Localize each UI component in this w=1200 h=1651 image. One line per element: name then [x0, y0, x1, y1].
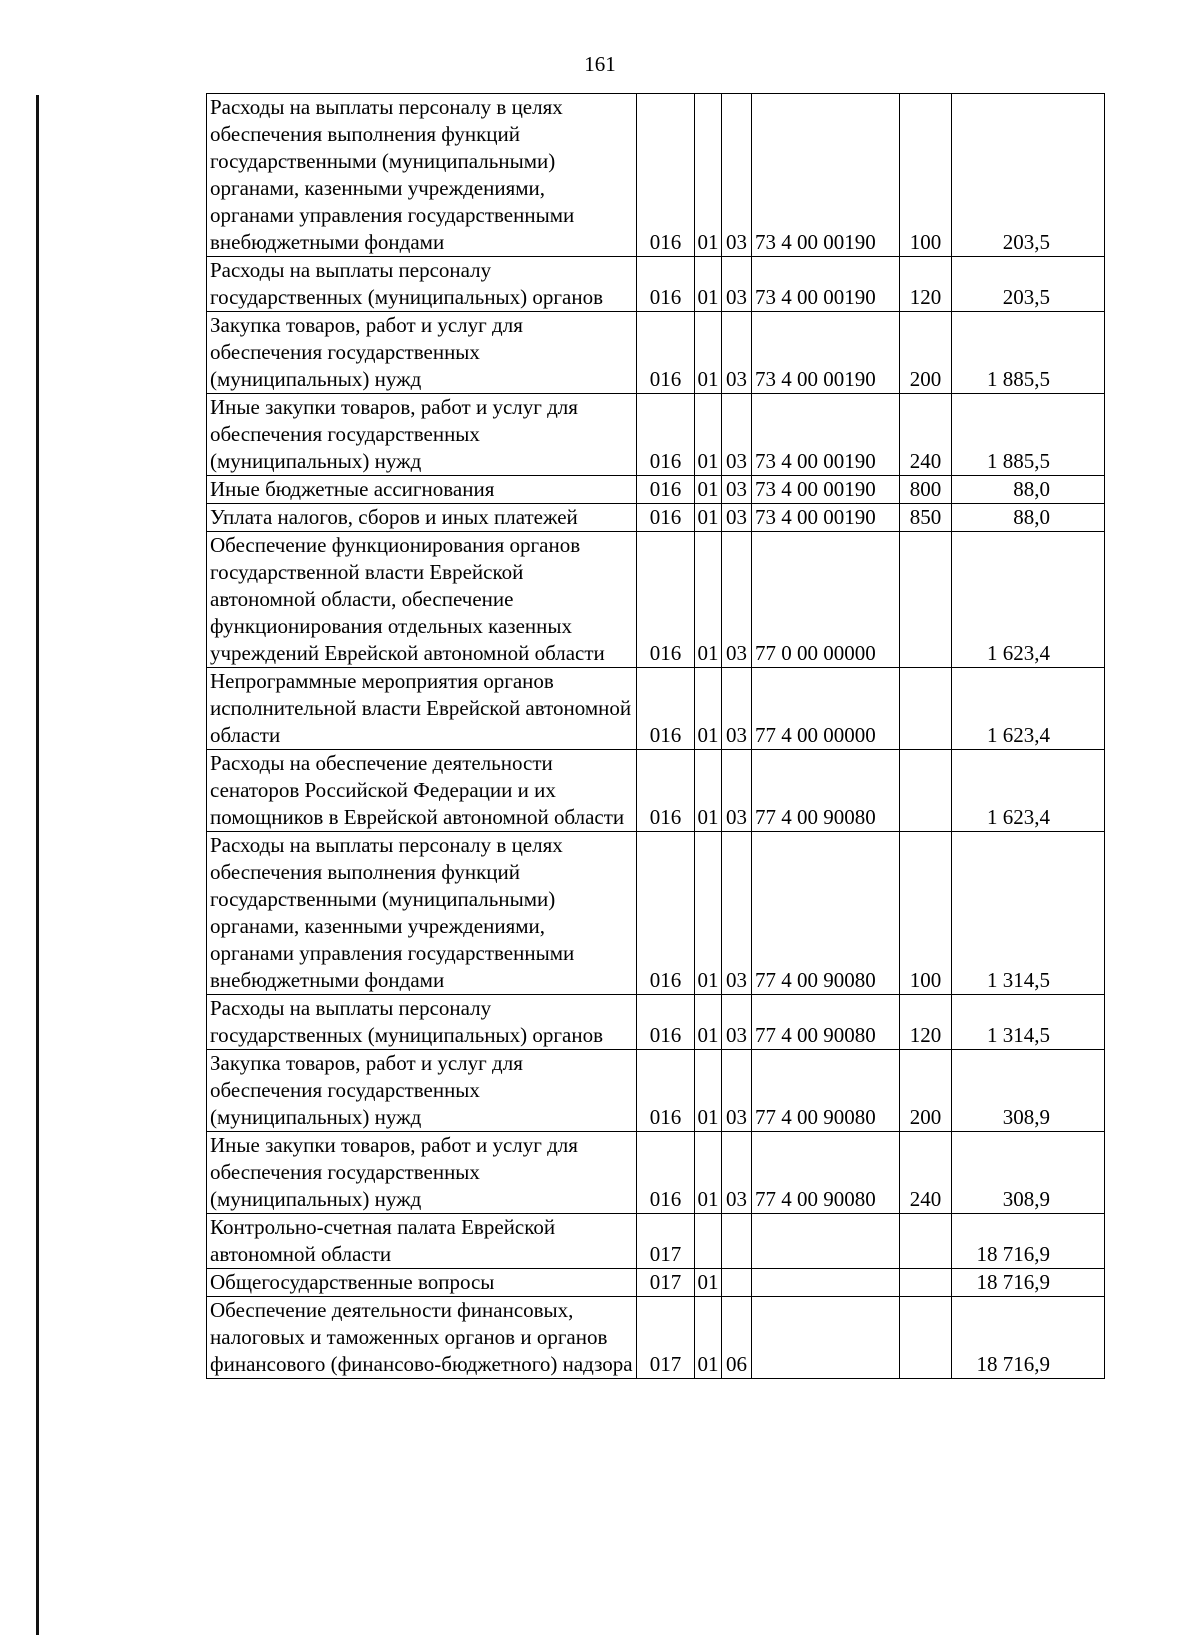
expense-name-cell: Расходы на выплаты персоналу в целях обеспечения выполнения функций государственными (муниципальными) органами, казенными учреждениями, органами управления государственными внебюджетными фондами	[207, 94, 637, 257]
expense-type-cell	[900, 1297, 952, 1379]
expense-type-cell: 240	[900, 1132, 952, 1214]
subsection-code-cell: 03	[722, 832, 752, 995]
expense-name-cell: Закупка товаров, работ и услуг для обеспечения государственных (муниципальных) нужд	[207, 1050, 637, 1132]
table-row	[207, 257, 1105, 312]
expense-type-cell	[900, 750, 952, 832]
table-row	[207, 995, 1105, 1050]
table-row	[207, 476, 1105, 504]
target-article-cell: 73 4 00 00190	[752, 94, 900, 257]
target-article-cell: 73 4 00 00190	[752, 312, 900, 394]
ministry-code-cell: 016	[637, 750, 695, 832]
target-article-cell	[752, 1269, 900, 1297]
section-code-cell: 01	[695, 750, 722, 832]
target-article-cell: 73 4 00 00190	[752, 257, 900, 312]
table-row	[207, 1050, 1105, 1132]
target-article-cell: 77 4 00 90080	[752, 1132, 900, 1214]
section-code-cell: 01	[695, 312, 722, 394]
page-number: 161	[584, 52, 616, 76]
table-row	[207, 312, 1105, 394]
amount-cell: 1 623,4	[952, 668, 1105, 750]
amount-cell: 1 623,4	[952, 750, 1105, 832]
ministry-code-cell: 016	[637, 1050, 695, 1132]
subsection-code-cell: 03	[722, 312, 752, 394]
subsection-code-cell: 03	[722, 1132, 752, 1214]
expense-name-cell: Расходы на выплаты персоналу государственных (муниципальных) органов	[207, 995, 637, 1050]
expense-type-cell	[900, 1214, 952, 1269]
section-code-cell	[695, 1214, 722, 1269]
table-row	[207, 1297, 1105, 1379]
target-article-cell: 77 0 00 00000	[752, 532, 900, 668]
ministry-code-cell: 016	[637, 312, 695, 394]
section-code-cell: 01	[695, 1050, 722, 1132]
expense-name-cell: Обеспечение функционирования органов государственной власти Еврейской автономной области, обеспечение функционирования отдельных казенных учреждений Еврейской автономной области	[207, 532, 637, 668]
section-code-cell: 01	[695, 832, 722, 995]
amount-cell: 203,5	[952, 94, 1105, 257]
target-article-cell: 73 4 00 00190	[752, 476, 900, 504]
amount-cell: 88,0	[952, 504, 1105, 532]
expense-name-cell: Иные закупки товаров, работ и услуг для обеспечения государственных (муниципальных) нужд	[207, 1132, 637, 1214]
table-row	[207, 532, 1105, 668]
amount-cell: 18 716,9	[952, 1269, 1105, 1297]
subsection-code-cell: 03	[722, 995, 752, 1050]
amount-cell: 18 716,9	[952, 1297, 1105, 1379]
subsection-code-cell: 03	[722, 668, 752, 750]
section-code-cell: 01	[695, 1269, 722, 1297]
section-code-cell: 01	[695, 394, 722, 476]
section-code-cell: 01	[695, 94, 722, 257]
budget-table	[206, 93, 1105, 1379]
expense-name-cell: Обеспечение деятельности финансовых, налоговых и таможенных органов и органов финансового (финансово-бюджетного) надзора	[207, 1297, 637, 1379]
ministry-code-cell: 016	[637, 476, 695, 504]
amount-cell: 88,0	[952, 476, 1105, 504]
table-row	[207, 94, 1105, 257]
expense-name-cell: Контрольно-счетная палата Еврейской автономной области	[207, 1214, 637, 1269]
ministry-code-cell: 016	[637, 668, 695, 750]
table-row	[207, 394, 1105, 476]
ministry-code-cell: 016	[637, 1132, 695, 1214]
subsection-code-cell: 03	[722, 476, 752, 504]
section-code-cell: 01	[695, 532, 722, 668]
expense-type-cell	[900, 1269, 952, 1297]
section-code-cell: 01	[695, 504, 722, 532]
section-code-cell: 01	[695, 1132, 722, 1214]
amount-cell: 308,9	[952, 1050, 1105, 1132]
amount-cell: 1 314,5	[952, 995, 1105, 1050]
amount-cell: 1 623,4	[952, 532, 1105, 668]
ministry-code-cell: 017	[637, 1269, 695, 1297]
target-article-cell: 77 4 00 00000	[752, 668, 900, 750]
expense-name-cell: Иные закупки товаров, работ и услуг для обеспечения государственных (муниципальных) нужд	[207, 394, 637, 476]
expense-type-cell: 850	[900, 504, 952, 532]
subsection-code-cell: 03	[722, 94, 752, 257]
ministry-code-cell: 016	[637, 832, 695, 995]
ministry-code-cell: 016	[637, 394, 695, 476]
subsection-code-cell	[722, 1269, 752, 1297]
table-row	[207, 832, 1105, 995]
scan-edge-line	[36, 95, 39, 1635]
subsection-code-cell: 06	[722, 1297, 752, 1379]
table-row	[207, 1269, 1105, 1297]
target-article-cell: 73 4 00 00190	[752, 504, 900, 532]
target-article-cell: 77 4 00 90080	[752, 995, 900, 1050]
subsection-code-cell: 03	[722, 532, 752, 668]
expense-name-cell: Иные бюджетные ассигнования	[207, 476, 637, 504]
expense-type-cell: 240	[900, 394, 952, 476]
target-article-cell: 73 4 00 00190	[752, 394, 900, 476]
subsection-code-cell: 03	[722, 394, 752, 476]
amount-cell: 203,5	[952, 257, 1105, 312]
section-code-cell: 01	[695, 668, 722, 750]
budget-table-body	[207, 94, 1105, 1379]
expense-name-cell: Непрограммные мероприятия органов исполнительной власти Еврейской автономной области	[207, 668, 637, 750]
target-article-cell: 77 4 00 90080	[752, 832, 900, 995]
table-row	[207, 750, 1105, 832]
expense-type-cell: 100	[900, 94, 952, 257]
ministry-code-cell: 017	[637, 1214, 695, 1269]
subsection-code-cell: 03	[722, 257, 752, 312]
expense-type-cell: 200	[900, 1050, 952, 1132]
expense-type-cell: 120	[900, 257, 952, 312]
ministry-code-cell: 016	[637, 94, 695, 257]
expense-name-cell: Общегосударственные вопросы	[207, 1269, 637, 1297]
target-article-cell	[752, 1214, 900, 1269]
table-row	[207, 1132, 1105, 1214]
target-article-cell: 77 4 00 90080	[752, 750, 900, 832]
amount-cell: 1 314,5	[952, 832, 1105, 995]
expense-name-cell: Расходы на выплаты персоналу государственных (муниципальных) органов	[207, 257, 637, 312]
section-code-cell: 01	[695, 257, 722, 312]
expense-type-cell: 800	[900, 476, 952, 504]
expense-name-cell: Закупка товаров, работ и услуг для обеспечения государственных (муниципальных) нужд	[207, 312, 637, 394]
subsection-code-cell: 03	[722, 504, 752, 532]
target-article-cell: 77 4 00 90080	[752, 1050, 900, 1132]
section-code-cell: 01	[695, 476, 722, 504]
expense-type-cell: 120	[900, 995, 952, 1050]
ministry-code-cell: 016	[637, 504, 695, 532]
subsection-code-cell	[722, 1214, 752, 1269]
amount-cell: 18 716,9	[952, 1214, 1105, 1269]
amount-cell: 1 885,5	[952, 394, 1105, 476]
expense-type-cell: 100	[900, 832, 952, 995]
amount-cell: 1 885,5	[952, 312, 1105, 394]
target-article-cell	[752, 1297, 900, 1379]
section-code-cell: 01	[695, 995, 722, 1050]
section-code-cell: 01	[695, 1297, 722, 1379]
expense-name-cell: Уплата налогов, сборов и иных платежей	[207, 504, 637, 532]
ministry-code-cell: 016	[637, 257, 695, 312]
expense-type-cell: 200	[900, 312, 952, 394]
expense-type-cell	[900, 668, 952, 750]
ministry-code-cell: 016	[637, 532, 695, 668]
expense-type-cell	[900, 532, 952, 668]
ministry-code-cell: 017	[637, 1297, 695, 1379]
table-row	[207, 504, 1105, 532]
expense-name-cell: Расходы на выплаты персоналу в целях обеспечения выполнения функций государственными (муниципальными) органами, казенными учреждениями, органами управления государственными внебюджетными фондами	[207, 832, 637, 995]
ministry-code-cell: 016	[637, 995, 695, 1050]
subsection-code-cell: 03	[722, 1050, 752, 1132]
subsection-code-cell: 03	[722, 750, 752, 832]
table-row	[207, 668, 1105, 750]
table-row	[207, 1214, 1105, 1269]
expense-name-cell: Расходы на обеспечение деятельности сенаторов Российской Федерации и их помощников в Еврейской автономной области	[207, 750, 637, 832]
amount-cell: 308,9	[952, 1132, 1105, 1214]
